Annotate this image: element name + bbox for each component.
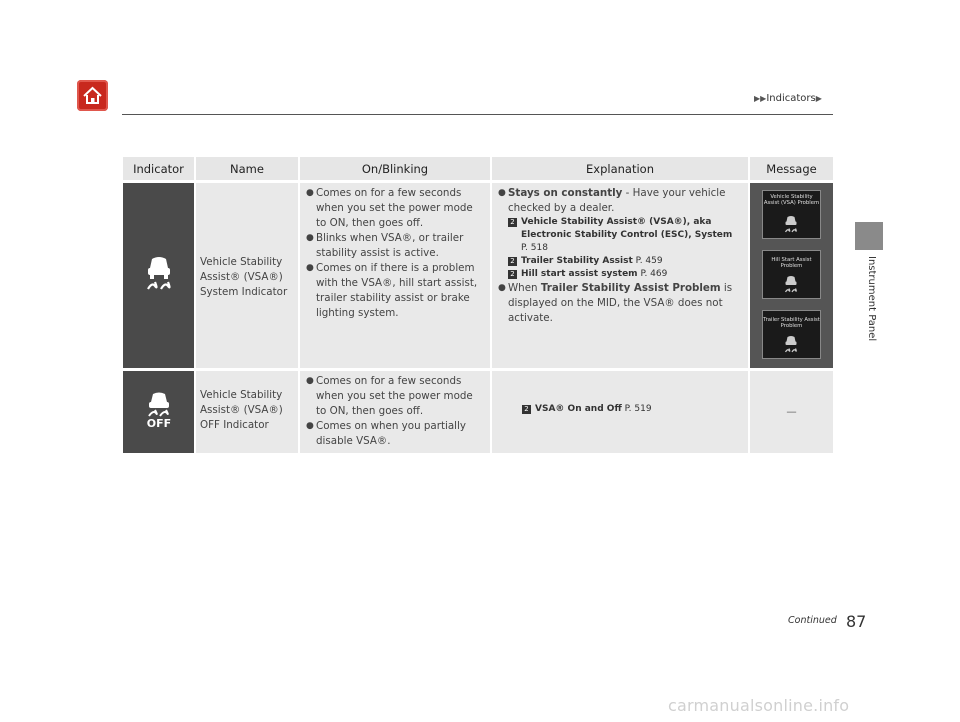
reference-arrow-icon: 2 <box>508 257 517 266</box>
indicator-table <box>123 154 833 456</box>
page-number: 87 <box>846 612 867 631</box>
side-tab-marker[interactable] <box>855 222 883 250</box>
cross-reference-link[interactable]: 2 Hill start assist system P. 469 <box>508 268 742 281</box>
vsa-small-icon <box>783 335 799 353</box>
bullet-icon: ● <box>498 188 506 198</box>
off-icon-text: OFF <box>146 416 171 428</box>
list-item: ● Comes on when you partially disable VSA®. <box>306 420 466 447</box>
mid-message-trailer-stability-problem: Trailer Stability Assist Problem <box>762 310 821 359</box>
header-on-blinking: On/Blinking <box>300 157 492 180</box>
indicator-cell <box>123 371 196 453</box>
name-cell <box>196 183 300 368</box>
table-row <box>123 183 833 368</box>
vsa-off-indicator-icon <box>144 392 174 428</box>
list-item: ● Comes on for a few seconds when you set the power mode to ON, then goes off. <box>306 375 473 417</box>
on-blinking-cell <box>300 371 492 453</box>
name-cell <box>196 371 300 453</box>
header-message: Message <box>750 157 833 180</box>
vsa-off-indicator-name: Vehicle Stability Assist® (VSA®) OFF Indicator <box>200 389 283 431</box>
on-blinking-cell <box>300 183 492 368</box>
explanation-cell <box>492 371 750 453</box>
breadcrumb[interactable] <box>754 93 822 104</box>
continued-label: Continued <box>788 615 837 626</box>
table-header-row <box>123 157 833 180</box>
header-indicator: Indicator <box>123 157 196 180</box>
mid-message-vsa-problem: Vehicle Stability Assist (VSA) Problem <box>762 190 821 239</box>
cross-reference-link[interactable]: 2 Trailer Stability Assist P. 459 <box>508 255 742 268</box>
list-item: ● Stays on constantly - Have your vehicle checked by a dealer. <box>498 187 726 214</box>
bullet-icon: ● <box>306 263 314 273</box>
bullet-icon: ● <box>306 233 314 243</box>
bullet-icon: ● <box>306 421 314 431</box>
home-icon <box>81 84 104 107</box>
cross-reference-link[interactable]: 2 Vehicle Stability Assist® (VSA®), aka Electronic Stability Control (ESC), System P. 518 <box>508 216 742 255</box>
vsa-small-icon <box>783 215 799 233</box>
explanation-cell <box>492 183 750 368</box>
home-button[interactable] <box>77 80 108 111</box>
cross-reference-link[interactable]: 2 VSA® On and Off P. 519 <box>522 403 742 416</box>
bullet-icon: ● <box>498 283 506 293</box>
breadcrumb-arrow-end: ▶ <box>815 94 822 103</box>
reference-arrow-icon: 2 <box>522 405 531 414</box>
header-explanation: Explanation <box>492 157 750 180</box>
breadcrumb-arrows: ▶▶ <box>754 94 767 103</box>
reference-arrow-icon: 2 <box>508 270 517 279</box>
watermark: carmanualsonline.info <box>668 696 850 715</box>
breadcrumb-label: Indicators <box>766 93 816 104</box>
side-tab-label: Instrument Panel <box>866 256 877 342</box>
bullet-icon: ● <box>306 188 314 198</box>
list-item: ● Comes on if there is a problem with the VSA®, hill start assist, trailer stability assist or brake lighting system. <box>306 262 478 319</box>
message-cell <box>750 183 833 368</box>
list-item: ● Blinks when VSA®, or trailer stability assist is active. <box>306 232 464 259</box>
mid-message-hill-start-problem: Hill Start Assist Problem <box>762 250 821 299</box>
vsa-system-indicator-name: Vehicle Stability Assist® (VSA®) System Indicator <box>200 256 288 298</box>
list-item: ● Comes on for a few seconds when you set the power mode to ON, then goes off. <box>306 187 473 229</box>
message-cell: — <box>750 371 833 453</box>
bullet-icon: ● <box>306 376 314 386</box>
vsa-indicator-icon <box>144 255 174 291</box>
table-row <box>123 371 833 453</box>
list-item: ● When Trailer Stability Assist Problem is displayed on the MID, the VSA® does not activate. <box>498 282 733 324</box>
vsa-small-icon <box>783 275 799 293</box>
header-name: Name <box>196 157 300 180</box>
indicator-cell <box>123 183 196 368</box>
header-rule <box>122 114 833 115</box>
reference-arrow-icon: 2 <box>508 218 517 227</box>
